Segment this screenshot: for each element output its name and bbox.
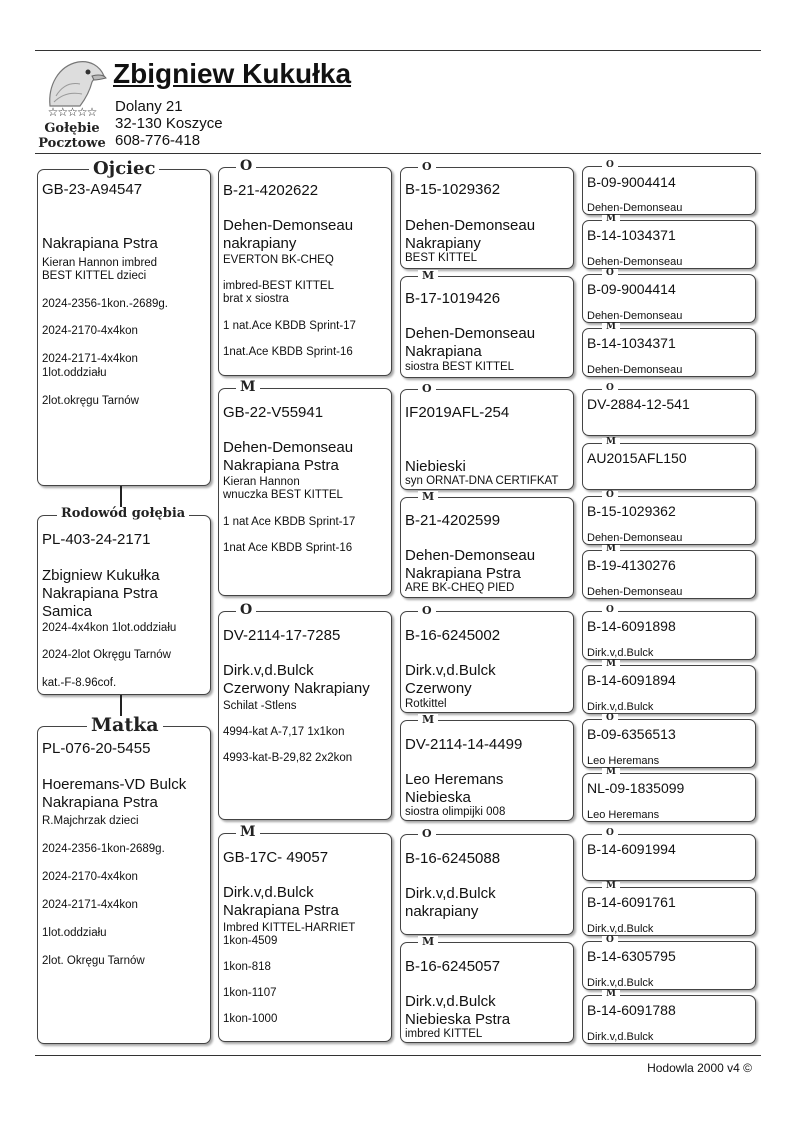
footer-rule bbox=[35, 1055, 761, 1056]
father-line4: 2024-2170-4x4kon bbox=[42, 325, 138, 337]
ggp-line2: Nakrapiany bbox=[405, 235, 481, 252]
gp-line4: 1kon-4509 bbox=[223, 935, 278, 947]
gp-line2: Czerwony Nakrapiany bbox=[223, 680, 370, 697]
gggp-breeder: Dirk.v,d.Bulck bbox=[587, 1031, 654, 1043]
subject-box bbox=[37, 515, 211, 695]
gggp-label-o: O bbox=[602, 606, 618, 615]
subject-owner: Zbigniew Kukułka bbox=[42, 567, 160, 584]
gp-line3: EVERTON BK-CHEQ bbox=[223, 254, 334, 266]
gp-line7: 1kon-1000 bbox=[223, 1013, 278, 1025]
owner-address1: Dolany 21 bbox=[115, 98, 183, 115]
owner-phone: 608-776-418 bbox=[115, 132, 201, 149]
ggp-line1: Leo Heremans bbox=[405, 771, 504, 788]
pedigree-label: Rodowód gołębia bbox=[57, 507, 189, 520]
gggp-breeder: Dirk.v,d.Bulck bbox=[587, 701, 654, 713]
ggp-line3: ARE BK-CHEQ PIED bbox=[405, 582, 515, 594]
gp-line4: wnuczka BEST KITTEL bbox=[223, 489, 343, 501]
gggp-box bbox=[582, 496, 756, 545]
subject-color: Nakrapiana Pstra bbox=[42, 585, 158, 602]
gggp-label-o: O bbox=[602, 491, 618, 500]
ggp-line3: siostra olimpijki 008 bbox=[405, 806, 506, 818]
ggp-line1: Dirk.v,d.Bulck bbox=[405, 885, 496, 902]
mother-line3: 2024-2170-4x4kon bbox=[42, 871, 138, 883]
ggp-ring: IF2019AFL-254 bbox=[405, 404, 510, 421]
ggp-line2: Niebieski bbox=[405, 458, 466, 475]
gp-line3: Kieran Hannon bbox=[223, 476, 300, 488]
gp-box bbox=[218, 833, 392, 1042]
gggp-ring: B-14-6091894 bbox=[587, 672, 676, 688]
ggp-label-o: O bbox=[418, 161, 436, 172]
gp-line2: Nakrapiana Pstra bbox=[223, 902, 339, 919]
logo-stars: ☆☆☆☆☆ bbox=[47, 105, 97, 119]
gp-line5: 4993-kat-B-29,82 2x2kon bbox=[223, 752, 353, 764]
ggp-box bbox=[400, 942, 574, 1043]
gggp-label-o: O bbox=[602, 829, 618, 838]
gggp-box bbox=[582, 443, 756, 490]
gggp-label-m: M bbox=[602, 323, 620, 332]
pigeon-head-icon bbox=[40, 56, 108, 112]
gggp-box bbox=[582, 719, 756, 768]
ggp-line3: siostra BEST KITTEL bbox=[405, 361, 515, 373]
gggp-box bbox=[582, 550, 756, 599]
ggp-line1: Dirk.v,d.Bulck bbox=[405, 662, 496, 679]
top-rule bbox=[35, 50, 761, 51]
gggp-breeder: Dehen-Demonseau bbox=[587, 256, 683, 268]
mother-line5: 1lot.oddziału bbox=[42, 927, 107, 939]
ggp-line1: Dehen-Demonseau bbox=[405, 217, 536, 234]
mother-line6: 2lot. Okręgu Tarnów bbox=[42, 955, 145, 967]
gp-label-o: O bbox=[236, 159, 256, 173]
gggp-box bbox=[582, 611, 756, 660]
gggp-ring: B-14-1034371 bbox=[587, 335, 676, 351]
ggp-label-m: M bbox=[418, 714, 438, 725]
mother-color: Nakrapiana Pstra bbox=[42, 794, 158, 811]
gggp-label-m: M bbox=[602, 768, 620, 777]
gp-box bbox=[218, 388, 392, 596]
father-line2: BEST KITTEL dzieci bbox=[42, 270, 147, 282]
gp-line5: brat x siostra bbox=[223, 293, 289, 305]
ggp-line2: Nakrapiana bbox=[405, 343, 482, 360]
gp-line5: 1 nat Ace KBDB Sprint-17 bbox=[223, 516, 356, 528]
gggp-label-o: O bbox=[602, 161, 618, 170]
gggp-box bbox=[582, 887, 756, 936]
ggp-line2: Czerwony bbox=[405, 680, 472, 697]
gggp-box bbox=[582, 665, 756, 714]
gggp-box bbox=[582, 834, 756, 881]
gggp-ring: B-14-6305795 bbox=[587, 948, 676, 964]
gp-line1: Dirk.v,d.Bulck bbox=[223, 662, 314, 679]
ggp-ring: DV-2114-14-4499 bbox=[405, 736, 523, 753]
gggp-box bbox=[582, 274, 756, 323]
gggp-breeder: Leo Heremans bbox=[587, 809, 660, 821]
mother-box bbox=[37, 726, 211, 1044]
ggp-line1: Dehen-Demonseau bbox=[405, 547, 536, 564]
gggp-breeder: Dirk.v,d.Bulck bbox=[587, 647, 654, 659]
ggp-box bbox=[400, 720, 574, 821]
gp-label-m: M bbox=[236, 380, 260, 394]
subject-line2: 2024-2lot Okręgu Tarnów bbox=[42, 649, 171, 661]
gggp-breeder: Dehen-Demonseau bbox=[587, 532, 683, 544]
gp-ring: DV-2114-17-7285 bbox=[223, 627, 341, 644]
ggp-label-o: O bbox=[418, 828, 436, 839]
gggp-label-m: M bbox=[602, 882, 620, 891]
father-color: Nakrapiana Pstra bbox=[42, 235, 158, 252]
gggp-ring: B-14-6091994 bbox=[587, 841, 676, 857]
ggp-label-o: O bbox=[418, 383, 436, 394]
father-box bbox=[37, 169, 211, 486]
owner-name: Zbigniew Kukułka bbox=[113, 58, 352, 89]
ggp-ring: B-15-1029362 bbox=[405, 181, 501, 198]
gggp-ring: B-09-9004414 bbox=[587, 281, 676, 297]
subject-line1: 2024-4x4kon 1lot.oddziału bbox=[42, 622, 177, 634]
gp-line2: Nakrapiana Pstra bbox=[223, 457, 339, 474]
ggp-line2: Niebieska bbox=[405, 789, 471, 806]
gggp-box bbox=[582, 995, 756, 1044]
ggp-label-m: M bbox=[418, 491, 438, 502]
ggp-line3: Rotkittel bbox=[405, 698, 447, 710]
logo bbox=[36, 56, 108, 152]
gggp-ring: B-09-9004414 bbox=[587, 174, 676, 190]
gggp-label-o: O bbox=[602, 714, 618, 723]
father-line3: 2024-2356-1kon.-2689g. bbox=[42, 298, 168, 310]
ggp-line1: Dirk.v,d.Bulck bbox=[405, 993, 496, 1010]
ggp-ring: B-17-1019426 bbox=[405, 290, 501, 307]
subject-ring: PL-403-24-2171 bbox=[42, 531, 151, 548]
gp-line7: 1nat.Ace KBDB Sprint-16 bbox=[223, 346, 353, 358]
gggp-box bbox=[582, 166, 756, 215]
gggp-ring: NL-09-1835099 bbox=[587, 780, 685, 796]
gp-ring: B-21-4202622 bbox=[223, 182, 319, 199]
mother-label: Matka bbox=[87, 716, 163, 735]
gggp-breeder: Dehen-Demonseau bbox=[587, 364, 683, 376]
gp-line6: 1kon-1107 bbox=[223, 987, 277, 999]
ggp-box bbox=[400, 167, 574, 269]
mother-line2: 2024-2356-1kon-2689g. bbox=[42, 843, 165, 855]
logo-line2: Pocztowe bbox=[38, 136, 106, 151]
gggp-box bbox=[582, 220, 756, 269]
ggp-box bbox=[400, 611, 574, 713]
gggp-label-o: O bbox=[602, 936, 618, 945]
gp-line1: Dirk.v,d.Bulck bbox=[223, 884, 314, 901]
gp-line5: 1kon-818 bbox=[223, 961, 271, 973]
gp-line3: Imbred KITTEL-HARRIET bbox=[223, 922, 356, 934]
logo-line1: Gołębie bbox=[44, 121, 100, 136]
gggp-ring: B-14-6091788 bbox=[587, 1002, 676, 1018]
ggp-ring: B-16-6245057 bbox=[405, 958, 501, 975]
ggp-line3: imbred KITTEL bbox=[405, 1028, 483, 1040]
footer-text: Hodowla 2000 v4 © bbox=[647, 1061, 752, 1075]
father-label: Ojciec bbox=[89, 160, 159, 178]
ggp-ring: B-21-4202599 bbox=[405, 512, 501, 529]
gggp-ring: B-19-4130276 bbox=[587, 557, 676, 573]
ggp-line3: syn ORNAT-DNA CERTIFKAT bbox=[405, 475, 559, 487]
ggp-line2: Nakrapiana Pstra bbox=[405, 565, 521, 582]
gp-box bbox=[218, 167, 392, 376]
gggp-breeder: Dehen-Demonseau bbox=[587, 586, 683, 598]
gp-line4: 4994-kat A-7,17 1x1kon bbox=[223, 726, 345, 738]
gggp-box bbox=[582, 389, 756, 436]
father-line7: 2lot.okręgu Tarnów bbox=[42, 395, 139, 407]
gggp-box bbox=[582, 328, 756, 377]
ggp-ring: B-16-6245088 bbox=[405, 850, 501, 867]
gp-label-m: M bbox=[236, 825, 260, 839]
mother-breeder: Hoeremans-VD Bulck bbox=[42, 776, 187, 793]
gggp-label-m: M bbox=[602, 438, 620, 447]
gp-line3: Schilat -Stlens bbox=[223, 700, 297, 712]
gp-line6: 1nat Ace KBDB Sprint-16 bbox=[223, 542, 353, 554]
gggp-breeder: Dehen-Demonseau bbox=[587, 310, 683, 322]
father-ring: GB-23-A94547 bbox=[42, 181, 143, 198]
gp-line1: Dehen-Demonseau bbox=[223, 217, 354, 234]
subject-line3: kat.-F-8.96cof. bbox=[42, 677, 117, 689]
gggp-ring: B-14-1034371 bbox=[587, 227, 676, 243]
ggp-line2: nakrapiany bbox=[405, 903, 479, 920]
gggp-box bbox=[582, 773, 756, 822]
gggp-ring: B-09-6356513 bbox=[587, 726, 676, 742]
gggp-label-o: O bbox=[602, 269, 618, 278]
gp-line6: 1 nat.Ace KBDB Sprint-17 bbox=[223, 320, 356, 332]
gggp-ring: B-14-6091761 bbox=[587, 894, 676, 910]
mother-line1: R.Majchrzak dzieci bbox=[42, 815, 139, 827]
gp-line4: imbred-BEST KITTEL bbox=[223, 280, 334, 292]
gggp-breeder: Leo Heremans bbox=[587, 755, 660, 767]
ggp-line2: Niebieska Pstra bbox=[405, 1011, 511, 1028]
gp-box bbox=[218, 611, 392, 820]
ggp-box bbox=[400, 389, 574, 490]
gp-line1: Dehen-Demonseau bbox=[223, 439, 354, 456]
gggp-label-m: M bbox=[602, 990, 620, 999]
ggp-line1: Dehen-Demonseau bbox=[405, 325, 536, 342]
gggp-label-o: O bbox=[602, 384, 618, 393]
mother-ring: PL-076-20-5455 bbox=[42, 740, 151, 757]
ggp-box bbox=[400, 834, 574, 935]
gggp-label-m: M bbox=[602, 660, 620, 669]
gggp-ring: DV-2884-12-541 bbox=[587, 396, 690, 412]
gggp-breeder: Dirk.v,d.Bulck bbox=[587, 977, 654, 989]
gp-label-o: O bbox=[236, 603, 256, 617]
subject-sex: Samica bbox=[42, 603, 93, 620]
ggp-box bbox=[400, 276, 574, 378]
gp-ring: GB-22-V55941 bbox=[223, 404, 324, 421]
gp-ring: GB-17C- 49057 bbox=[223, 849, 329, 866]
father-line1: Kieran Hannon imbred bbox=[42, 257, 158, 269]
gggp-breeder: Dehen-Demonseau bbox=[587, 202, 683, 214]
ggp-label-m: M bbox=[418, 936, 438, 947]
ggp-label-o: O bbox=[418, 605, 436, 616]
header-rule bbox=[35, 153, 761, 154]
ggp-ring: B-16-6245002 bbox=[405, 627, 501, 644]
gggp-ring: B-14-6091898 bbox=[587, 618, 676, 634]
gggp-ring: B-15-1029362 bbox=[587, 503, 676, 519]
ggp-line3: BEST KITTEL bbox=[405, 252, 478, 264]
gggp-ring: AU2015AFL150 bbox=[587, 450, 687, 466]
mother-line4: 2024-2171-4x4kon bbox=[42, 899, 138, 911]
ggp-box bbox=[400, 497, 574, 598]
gp-line2: nakrapiany bbox=[223, 235, 297, 252]
owner-address2: 32-130 Koszyce bbox=[115, 115, 223, 132]
gggp-box bbox=[582, 941, 756, 990]
father-line5: 2024-2171-4x4kon bbox=[42, 353, 138, 365]
gggp-label-m: M bbox=[602, 545, 620, 554]
gggp-label-m: M bbox=[602, 215, 620, 224]
gggp-breeder: Dirk.v,d.Bulck bbox=[587, 923, 654, 935]
ggp-label-m: M bbox=[418, 270, 438, 281]
father-line6: 1lot.oddziału bbox=[42, 367, 107, 379]
